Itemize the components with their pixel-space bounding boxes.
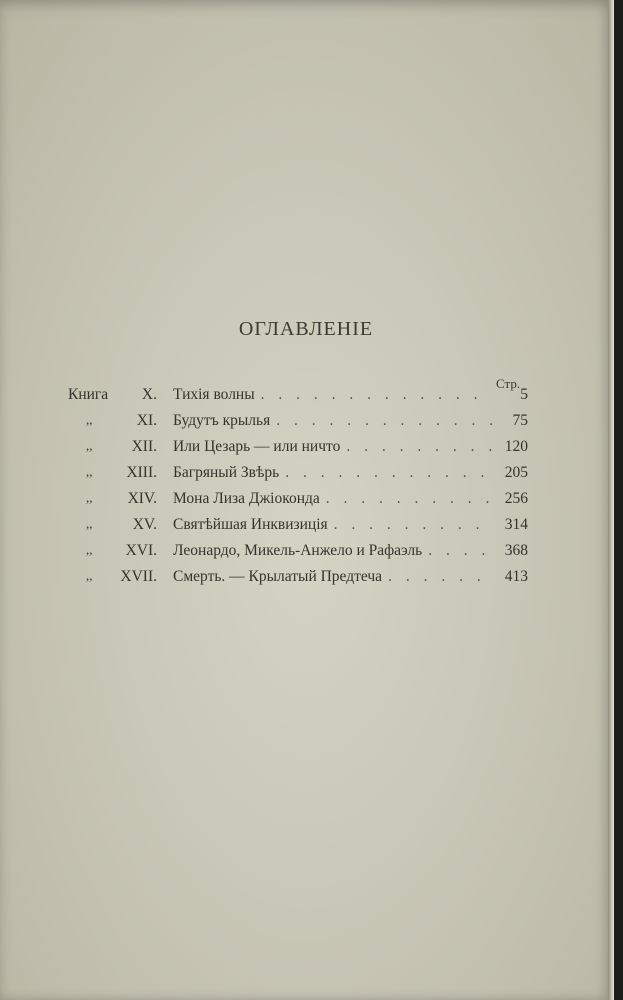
page-number: 413	[504, 568, 528, 585]
chapter-title: Смерть. — Крылатый Предтеча	[173, 568, 383, 585]
toc-entry	[68, 568, 528, 594]
page-column-label: Стр.	[496, 376, 521, 391]
toc-entry	[68, 386, 528, 412]
book-numeral: XVII.	[120, 568, 157, 585]
page-heading: ОГЛАВЛЕНІЕ	[238, 318, 374, 340]
page-number: 314	[504, 516, 528, 533]
ditto-mark: ,,	[86, 490, 93, 505]
book-numeral: XIII.	[126, 464, 157, 481]
page-number: 120	[504, 438, 528, 455]
page-number: 205	[504, 464, 528, 481]
page-number: 368	[504, 542, 528, 559]
book-numeral: XV.	[132, 516, 157, 533]
page-number: 5	[520, 386, 528, 403]
dot-leader	[428, 542, 492, 560]
toc-entry	[68, 438, 528, 464]
book-numeral: XIV.	[127, 490, 157, 507]
chapter-title: Леонардо, Микель-Анжело и Рафаэль	[173, 542, 423, 559]
dot-leader	[334, 516, 492, 534]
toc-entry	[68, 412, 528, 438]
dot-leader	[276, 412, 492, 430]
page-number: 256	[504, 490, 528, 507]
chapter-title: Багряный Звѣрь	[173, 464, 280, 481]
page-edge	[608, 0, 614, 1000]
ditto-mark: ,,	[86, 438, 93, 453]
book-numeral: XII.	[131, 438, 157, 455]
toc-entry	[68, 490, 528, 516]
book-numeral: X.	[141, 386, 157, 403]
chapter-title: Мона Лиза Джіоконда	[173, 490, 320, 507]
ditto-mark: ,,	[86, 542, 93, 557]
ditto-mark: ,,	[86, 568, 93, 583]
chapter-title: Тихія волны	[173, 386, 255, 403]
chapter-title: Будутъ крылья	[173, 412, 271, 429]
dot-leader	[388, 568, 492, 586]
book-numeral: XVI.	[125, 542, 157, 559]
dot-leader	[261, 386, 492, 404]
ditto-mark: ,,	[86, 464, 93, 479]
book-numeral: XI.	[136, 412, 157, 429]
toc-entry	[68, 464, 528, 490]
dot-leader	[346, 438, 492, 456]
ditto-mark: ,,	[86, 412, 93, 427]
page-number: 75	[512, 412, 528, 429]
chapter-title: Святѣйшая Инквизиція	[173, 516, 328, 533]
toc-entry	[68, 542, 528, 568]
dot-leader	[285, 464, 492, 482]
ditto-mark: ,,	[86, 516, 93, 531]
toc-entry	[68, 516, 528, 542]
chapter-title: Или Цезарь — или ничто	[173, 438, 341, 455]
dot-leader	[326, 490, 492, 508]
book-label: Книга	[68, 386, 109, 403]
